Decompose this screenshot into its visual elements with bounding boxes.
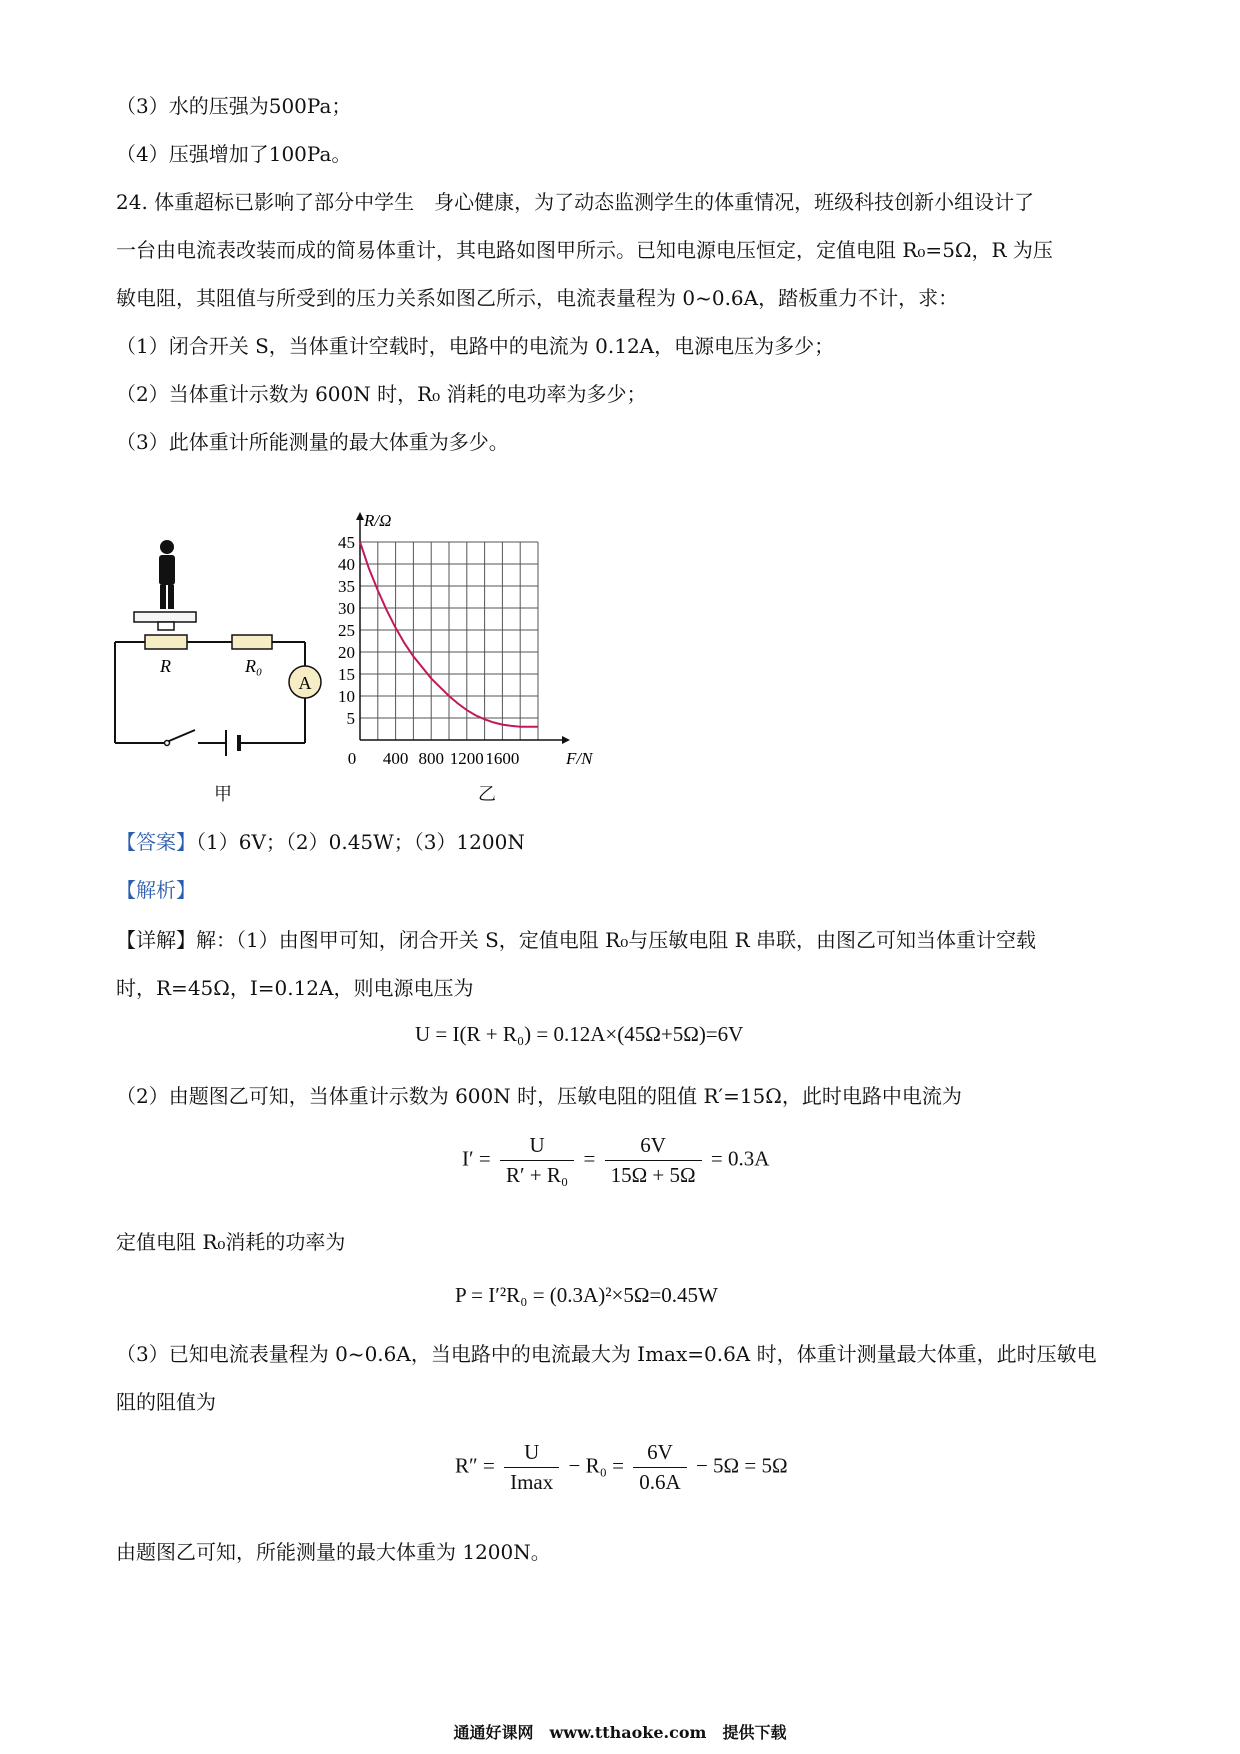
formula-current-lhs: I′ =: [462, 1146, 491, 1171]
formula-current-rhs: = 0.3A: [710, 1146, 770, 1171]
ammeter-label: A: [298, 673, 312, 693]
prev-answer-3: （3）水的压强为500Pa；: [116, 94, 352, 118]
fraction-numerator: 6V: [605, 1133, 702, 1161]
question-intro-3: 敏电阻，其阻值与所受到的压力关系如图乙所示，电流表量程为 0~0.6A，踏板重力不计，求：: [116, 286, 959, 310]
fraction-denominator: 0.6A: [639, 1470, 681, 1494]
y-axis-arrow: [356, 512, 364, 520]
y-tick-label: 45: [338, 533, 355, 552]
fraction: [504, 1440, 559, 1495]
circuit-diagram: [100, 530, 340, 770]
question-item-3: （3）此体重计所能测量的最大体重为多少。: [116, 430, 509, 454]
detail-line-3: （2）由题图乙可知，当体重计示数为 600N 时，压敏电阻的阻值 R′=15Ω，此时电路中电流为: [116, 1084, 962, 1108]
formula-voltage: U = I(R + R₀) = 0.12A×(45Ω+5Ω)=6V: [415, 1022, 744, 1046]
fraction: [500, 1133, 574, 1188]
formula-current: [462, 1133, 769, 1188]
x-tick-label: 800: [418, 749, 444, 768]
y-tick-label: 20: [338, 643, 355, 662]
label-r: R: [160, 656, 171, 676]
resistor-r: [145, 635, 187, 649]
y-axis-label: R/Ω: [364, 511, 392, 530]
x-tick-label: 0: [347, 749, 357, 768]
detail-line-1: [116, 926, 1036, 954]
fraction-numerator: U: [500, 1133, 574, 1161]
fraction: [633, 1440, 686, 1495]
minus-r0: − R₀ =: [568, 1453, 625, 1478]
equals-sign: =: [583, 1146, 596, 1171]
analysis-tag: 【解析】: [116, 878, 196, 902]
detail-line-7: 由题图乙可知，所能测量的最大体重为 1200N。: [116, 1540, 551, 1564]
detail-line-5: （3）已知电流表量程为 0~0.6A，当电路中的电流最大为 Imax=0.6A 时，体重计测量最大体重，此时压敏电: [116, 1342, 1097, 1366]
detail-text-1: 解：（1）由图甲可知，闭合开关 S，定值电阻 R₀与压敏电阻 R 串联，由图乙可知当体重计空载: [196, 928, 1036, 952]
detail-tag: 【详解】: [116, 928, 196, 952]
scale-platform: [134, 612, 196, 622]
x-tick-label: 1200: [449, 749, 484, 768]
question-intro-2: 一台由电流表改装而成的简易体重计，其电路如图甲所示。已知电源电压恒定，定值电阻 R₀=5Ω，R 为压: [116, 238, 1053, 262]
formula-resistance-rhs: − 5Ω = 5Ω: [695, 1453, 788, 1478]
caption-jia: 甲: [214, 784, 232, 805]
y-tick-label: 35: [338, 577, 355, 596]
x-axis-label: F/N: [566, 749, 593, 768]
fraction: [605, 1133, 702, 1188]
formula-resistance: [455, 1440, 788, 1495]
question-item-2: （2）当体重计示数为 600N 时，R₀ 消耗的电功率为多少；: [116, 382, 647, 406]
y-tick-label: 15: [338, 665, 355, 684]
fraction-numerator: U: [504, 1440, 559, 1468]
question-item-1: （1）闭合开关 S，当体重计空载时，电路中的电流为 0.12A，电源电压为多少；: [116, 334, 835, 358]
fraction-denominator: 15Ω + 5Ω: [610, 1163, 696, 1187]
fraction-denominator: R′ + R₀: [505, 1163, 569, 1187]
x-tick-label: 400: [382, 749, 409, 768]
y-tick-label: 40: [338, 555, 355, 574]
person-icon: [159, 540, 175, 609]
x-tick-label: 1600: [485, 749, 520, 768]
formula-power: P = I′²R₀ = (0.3A)²×5Ω=0.45W: [455, 1283, 718, 1307]
page-footer: 通通好课网 www.tthaoke.com 提供下载: [453, 1723, 787, 1742]
resistor-r0: [232, 635, 272, 649]
question-intro-1: 24. 体重超标已影响了部分中学生 身心健康，为了动态监测学生的体重情况，班级科技创新小组设计了: [116, 190, 1035, 214]
prev-answer-4: （4）压强增加了100Pa。: [116, 142, 352, 166]
detail-line-6: 阻的阻值为: [116, 1390, 216, 1414]
fraction-numerator: 6V: [633, 1440, 686, 1468]
answer-tag: 【答案】: [116, 830, 196, 854]
label-r0: R₀: [245, 656, 263, 676]
answer-text: （1）6V；（2）0.45W；（3）1200N: [196, 830, 525, 854]
fraction-denominator: Imax: [510, 1470, 554, 1494]
formula-resistance-lhs: R″ =: [455, 1453, 495, 1478]
detail-line-2: 时，R=45Ω，I=0.12A，则电源电压为: [116, 976, 474, 1000]
y-tick-label: 30: [338, 599, 355, 618]
y-tick-label: 5: [346, 709, 355, 728]
y-tick-label: 25: [338, 621, 355, 640]
caption-yi: 乙: [478, 784, 496, 805]
resistance-force-chart: [325, 495, 625, 770]
y-tick-label: 10: [338, 687, 355, 706]
answer-line: [116, 828, 525, 856]
detail-line-4: 定值电阻 R₀消耗的功率为: [116, 1230, 346, 1254]
x-axis-arrow: [562, 736, 570, 744]
